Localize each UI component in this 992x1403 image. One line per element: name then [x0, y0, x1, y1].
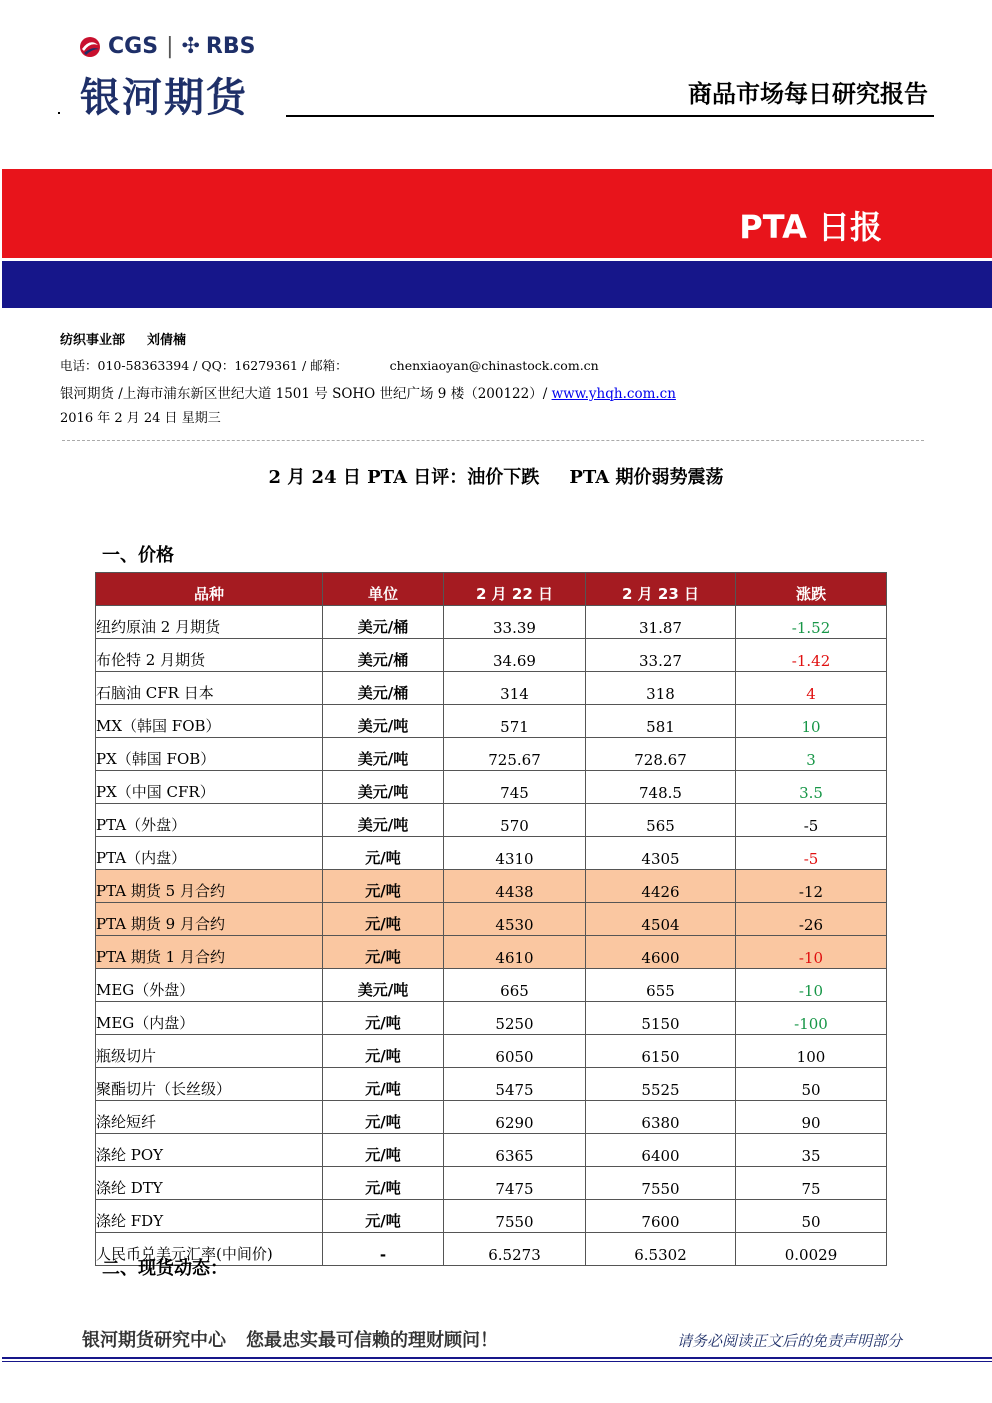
col-header-change: 涨跌	[736, 573, 887, 606]
cell-unit: 美元/吨	[323, 771, 444, 804]
section-price-title: 一、价格	[102, 545, 174, 566]
cell-item-name: MEG（外盘）	[96, 969, 323, 1002]
cell-change: 35	[736, 1134, 887, 1167]
table-row	[96, 837, 887, 870]
table-row	[96, 903, 887, 936]
cell-date2-price: 6.5302	[586, 1233, 736, 1266]
cell-item-name: PTA（外盘）	[96, 804, 323, 837]
table-row	[96, 705, 887, 738]
cell-date2-price: 5150	[586, 1002, 736, 1035]
cell-date2-price: 4426	[586, 870, 736, 903]
report-headline	[0, 463, 992, 489]
cell-change: -12	[736, 870, 887, 903]
cell-date1-price: 4438	[444, 870, 586, 903]
cell-date2-price: 655	[586, 969, 736, 1002]
cell-change: 3	[736, 738, 887, 771]
cell-change: -26	[736, 903, 887, 936]
col-header-date1: 2 月 22 日	[444, 573, 586, 606]
table-row	[96, 1002, 887, 1035]
logo-rbs-text: RBS	[205, 34, 256, 59]
footer-divider-thin	[2, 1361, 992, 1362]
report-type-title: 商品市场每日研究报告	[688, 80, 928, 108]
cell-date2-price: 31.87	[586, 606, 736, 639]
decorative-dot	[58, 112, 60, 114]
cell-change: 3.5	[736, 771, 887, 804]
cell-change: -10	[736, 936, 887, 969]
cell-unit: 元/吨	[323, 1167, 444, 1200]
cell-unit: 美元/吨	[323, 738, 444, 771]
footer-org: 银河期货研究中心	[82, 1330, 226, 1351]
footer-slogan-text: 您最忠实最可信赖的理财顾问！	[246, 1330, 498, 1351]
cell-date2-price: 581	[586, 705, 736, 738]
address-line	[60, 382, 676, 402]
cell-date1-price: 5475	[444, 1068, 586, 1101]
cell-item-name: 人民币兑美元汇率(中间价)	[96, 1233, 323, 1266]
cell-item-name: 涤纶 POY	[96, 1134, 323, 1167]
cell-date2-price: 33.27	[586, 639, 736, 672]
banner-title: PTA 日报	[739, 208, 882, 246]
cell-change: 50	[736, 1068, 887, 1101]
cell-unit: 元/吨	[323, 870, 444, 903]
cell-unit: 美元/吨	[323, 705, 444, 738]
contact-info: 电话：010-58363394 / QQ：16279361 / 邮箱：	[60, 358, 348, 373]
cell-change: 90	[736, 1101, 887, 1134]
cell-date1-price: 571	[444, 705, 586, 738]
cell-change: -5	[736, 804, 887, 837]
headline-part1: 2 月 24 日 PTA 日评：油价下跌	[268, 467, 540, 488]
footer-disclaimer: 请务必阅读正文后的免责声明部分	[676, 1332, 902, 1350]
department: 纺织事业部	[60, 333, 126, 348]
price-table	[95, 572, 887, 1266]
title-banner-blue	[2, 261, 992, 308]
cell-date2-price: 4504	[586, 903, 736, 936]
table-row	[96, 771, 887, 804]
table-header-row	[96, 573, 887, 606]
cell-date1-price: 665	[444, 969, 586, 1002]
cell-date1-price: 33.39	[444, 606, 586, 639]
cell-date1-price: 6290	[444, 1101, 586, 1134]
company-logo-top	[78, 34, 255, 59]
cell-change: 0.0029	[736, 1233, 887, 1266]
cell-item-name: 涤纶短纤	[96, 1101, 323, 1134]
cell-item-name: PTA 期货 9 月合约	[96, 903, 323, 936]
table-row	[96, 738, 887, 771]
table-row	[96, 1167, 887, 1200]
col-header-unit: 单位	[323, 573, 444, 606]
cell-item-name: 布伦特 2 月期货	[96, 639, 323, 672]
cell-change: -100	[736, 1002, 887, 1035]
cell-date1-price: 5250	[444, 1002, 586, 1035]
cell-item-name: PTA 期货 5 月合约	[96, 870, 323, 903]
price-table-body	[96, 606, 887, 1266]
col-header-item: 品种	[96, 573, 323, 606]
cell-item-name: 瓶级切片	[96, 1035, 323, 1068]
website-link[interactable]: www.yhqh.com.cn	[551, 386, 676, 402]
table-row	[96, 1200, 887, 1233]
cell-date2-price: 748.5	[586, 771, 736, 804]
cell-change: 10	[736, 705, 887, 738]
company-logo-main: 银河期货	[80, 75, 248, 121]
cell-date1-price: 6.5273	[444, 1233, 586, 1266]
table-row	[96, 1068, 887, 1101]
footer-divider-thick	[2, 1357, 992, 1359]
cell-item-name: PX（中国 CFR）	[96, 771, 323, 804]
cell-date1-price: 570	[444, 804, 586, 837]
rbs-star-icon: ✣	[181, 34, 200, 59]
address-text: 银河期货 /上海市浦东新区世纪大道 1501 号 SOHO 世纪广场 9 楼（200122）/	[60, 386, 552, 402]
table-row	[96, 1035, 887, 1068]
author-name: 刘倩楠	[147, 333, 187, 348]
cell-date1-price: 314	[444, 672, 586, 705]
cell-change: -1.42	[736, 639, 887, 672]
report-date: 2016 年 2 月 24 日 星期三	[60, 411, 221, 426]
cell-unit: -	[323, 1233, 444, 1266]
table-row	[96, 936, 887, 969]
cell-date2-price: 6150	[586, 1035, 736, 1068]
cell-date1-price: 6050	[444, 1035, 586, 1068]
table-row	[96, 804, 887, 837]
cell-date2-price: 4600	[586, 936, 736, 969]
cell-unit: 美元/吨	[323, 804, 444, 837]
cell-unit: 元/吨	[323, 936, 444, 969]
headline-part2: PTA 期价弱势震荡	[569, 467, 724, 488]
email-address: chenxiaoyan@chinastock.com.cn	[389, 358, 599, 373]
cell-date2-price: 5525	[586, 1068, 736, 1101]
cell-date2-price: 6380	[586, 1101, 736, 1134]
cell-unit: 美元/吨	[323, 969, 444, 1002]
col-header-date2: 2 月 23 日	[586, 573, 736, 606]
logo-cgs-text: CGS	[108, 34, 159, 59]
table-row	[96, 672, 887, 705]
cell-date2-price: 728.67	[586, 738, 736, 771]
dashed-divider	[62, 440, 924, 441]
cell-unit: 元/吨	[323, 837, 444, 870]
contact-line	[60, 356, 599, 374]
table-row	[96, 639, 887, 672]
cell-item-name: 涤纶 FDY	[96, 1200, 323, 1233]
cell-date1-price: 7550	[444, 1200, 586, 1233]
cell-unit: 元/吨	[323, 1035, 444, 1068]
cell-item-name: 涤纶 DTY	[96, 1167, 323, 1200]
cell-item-name: PX（韩国 FOB）	[96, 738, 323, 771]
cell-date1-price: 7475	[444, 1167, 586, 1200]
cell-unit: 美元/桶	[323, 606, 444, 639]
cell-item-name: PTA（内盘）	[96, 837, 323, 870]
cell-change: 50	[736, 1200, 887, 1233]
cell-change: -1.52	[736, 606, 887, 639]
cell-change: 4	[736, 672, 887, 705]
cell-date1-price: 4610	[444, 936, 586, 969]
cell-item-name: 石脑油 CFR 日本	[96, 672, 323, 705]
cell-date1-price: 725.67	[444, 738, 586, 771]
section-spot-title: 二、现货动态：	[102, 1258, 228, 1279]
cell-date2-price: 565	[586, 804, 736, 837]
cell-change: 75	[736, 1167, 887, 1200]
cell-item-name: 聚酯切片（长丝级）	[96, 1068, 323, 1101]
table-row	[96, 969, 887, 1002]
cell-unit: 元/吨	[323, 1002, 444, 1035]
cell-change: 100	[736, 1035, 887, 1068]
cell-date2-price: 7550	[586, 1167, 736, 1200]
cell-date1-price: 34.69	[444, 639, 586, 672]
author-line	[60, 329, 186, 348]
cell-change: -10	[736, 969, 887, 1002]
cell-item-name: MX（韩国 FOB）	[96, 705, 323, 738]
cell-date2-price: 7600	[586, 1200, 736, 1233]
table-row	[96, 1134, 887, 1167]
cell-item-name: MEG（内盘）	[96, 1002, 323, 1035]
footer-slogan	[82, 1326, 498, 1352]
table-row	[96, 1101, 887, 1134]
logo-separator: |	[166, 34, 174, 59]
cell-unit: 美元/桶	[323, 672, 444, 705]
cell-date2-price: 6400	[586, 1134, 736, 1167]
header-divider	[286, 115, 934, 117]
cell-date1-price: 745	[444, 771, 586, 804]
cell-item-name: 纽约原油 2 月期货	[96, 606, 323, 639]
cell-unit: 元/吨	[323, 1200, 444, 1233]
cell-unit: 元/吨	[323, 1068, 444, 1101]
cell-unit: 美元/桶	[323, 639, 444, 672]
cell-date2-price: 4305	[586, 837, 736, 870]
cell-date2-price: 318	[586, 672, 736, 705]
cell-date1-price: 6365	[444, 1134, 586, 1167]
cell-date1-price: 4310	[444, 837, 586, 870]
cell-unit: 元/吨	[323, 903, 444, 936]
cell-date1-price: 4530	[444, 903, 586, 936]
cell-unit: 元/吨	[323, 1134, 444, 1167]
cell-unit: 元/吨	[323, 1101, 444, 1134]
cgs-swirl-icon	[78, 36, 102, 58]
table-row	[96, 870, 887, 903]
table-row	[96, 606, 887, 639]
cell-item-name: PTA 期货 1 月合约	[96, 936, 323, 969]
cell-change: -5	[736, 837, 887, 870]
